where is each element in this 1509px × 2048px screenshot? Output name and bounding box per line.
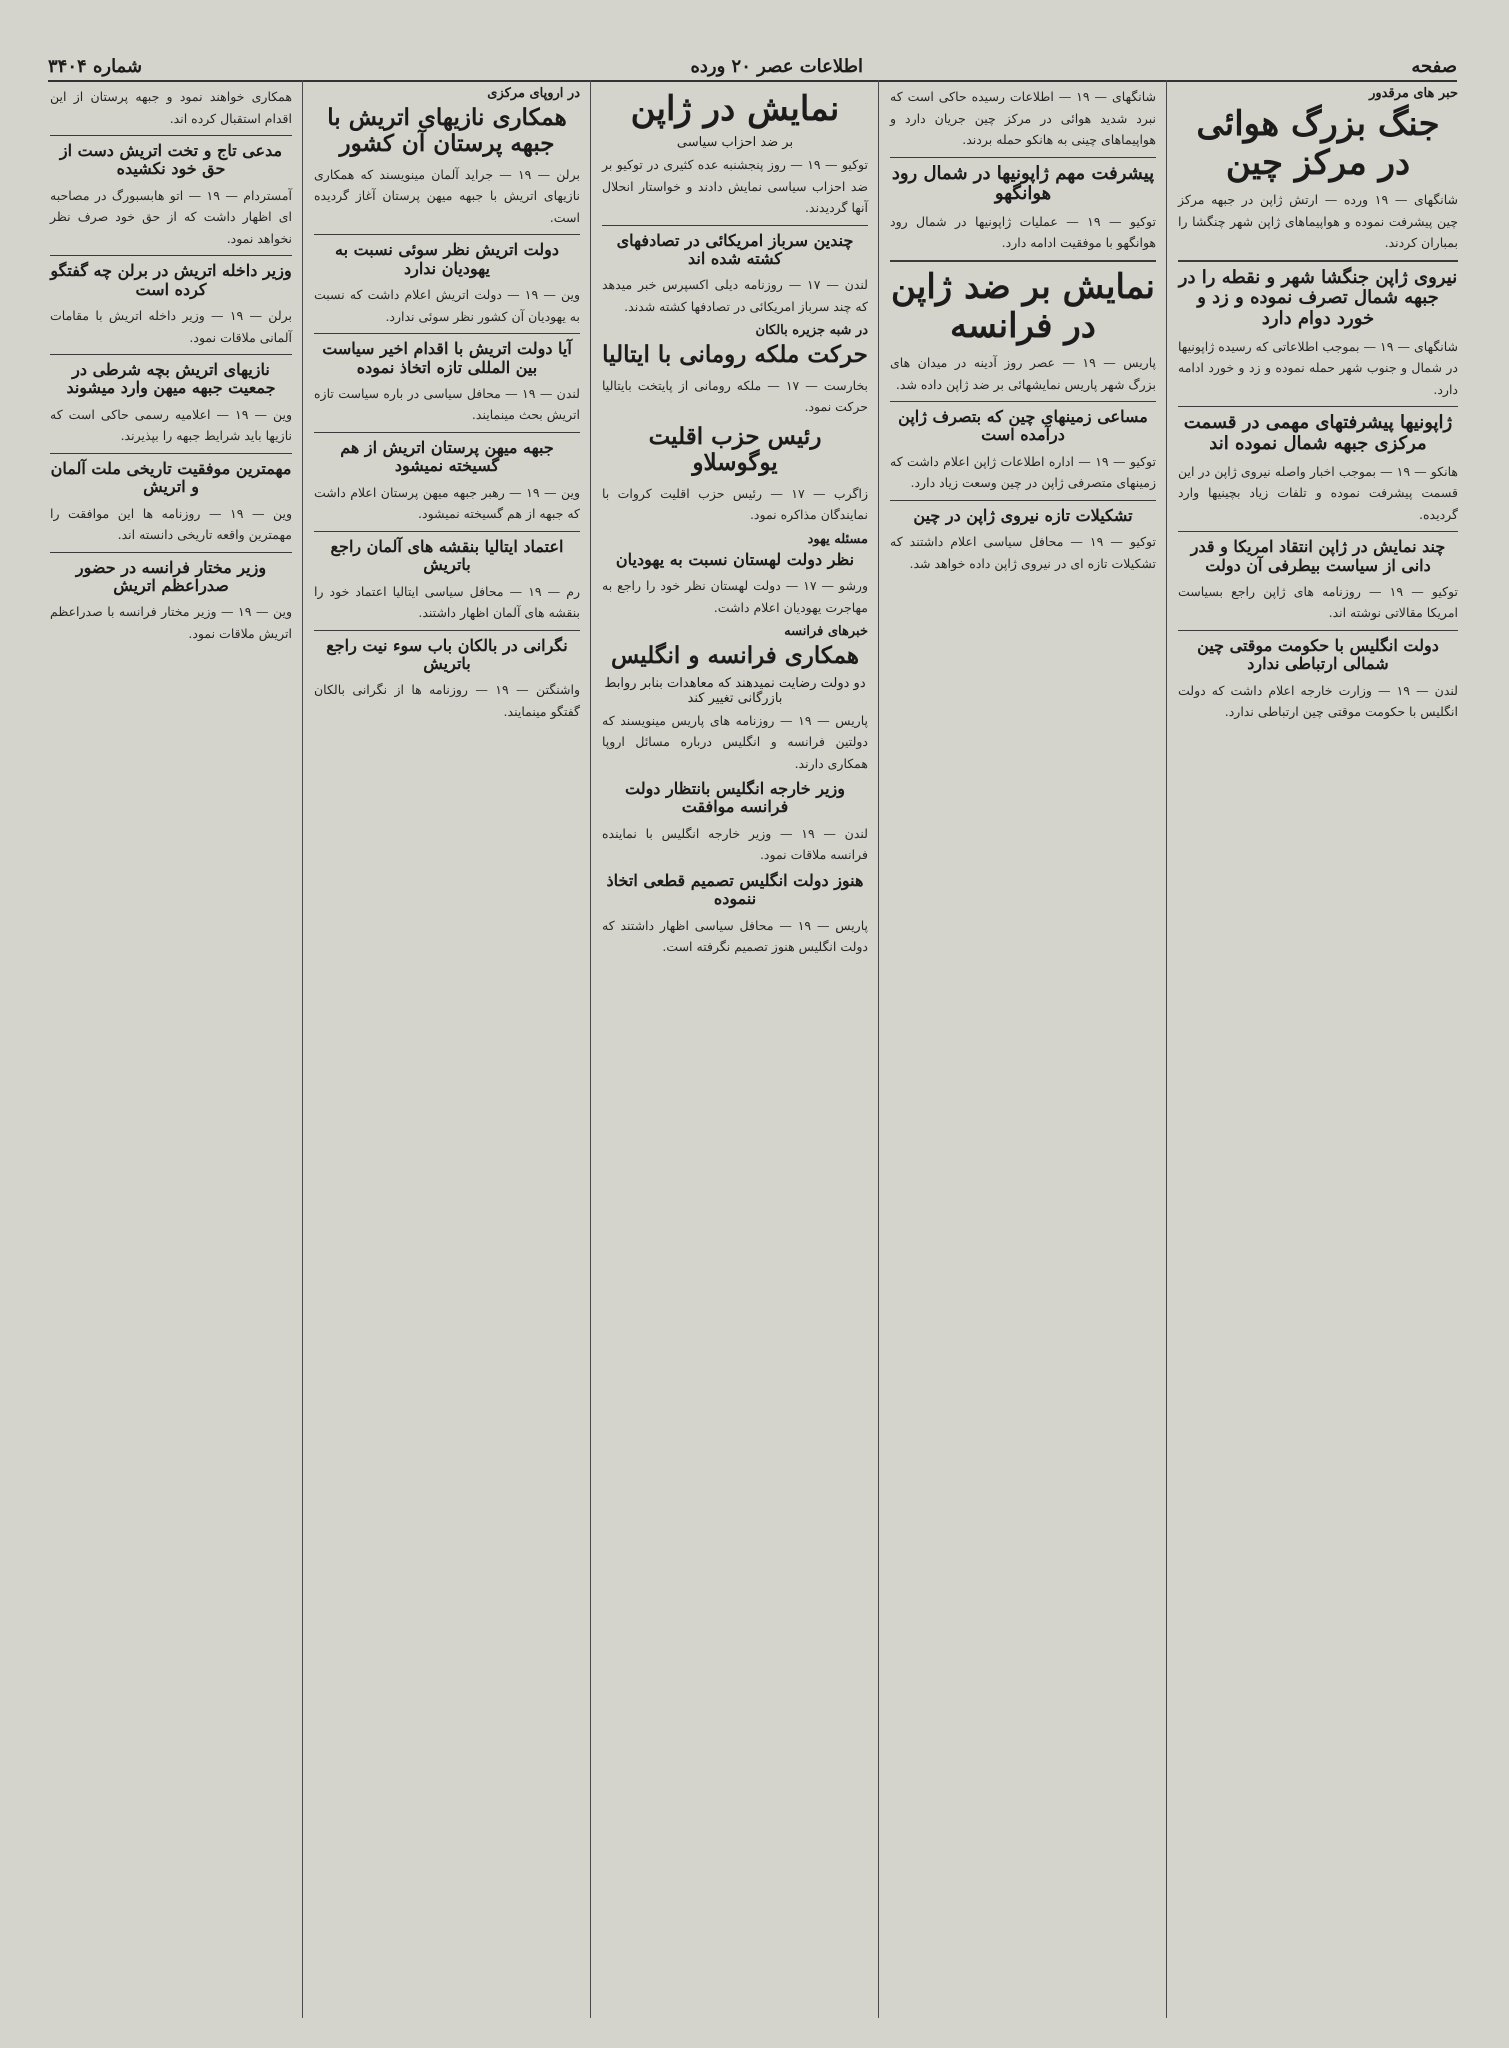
article-text: شانگهای — ۱۹ ورده — ارتش ژاپن در جبهه مرکز چین پیشرفت نموده و هواپیماهای ژاپن شهر چنگشا را بمباران کردند. (1178, 192, 1459, 251)
page-label: صفحه (1411, 55, 1457, 77)
headline: دولت اتریش نظر سوئی نسبت به یهودیان ندارد (334, 240, 560, 278)
headline: رئیس حزب اقلیت یوگوسلاو (648, 422, 822, 477)
article-text: ورشو — ۱۷ — دولت لهستان نظر خود را راجع به مهاجرت یهودیان اعلام داشت. (602, 578, 868, 615)
headline: تشکیلات تازه نیروی ژاپن در چین (913, 505, 1133, 525)
article-text: پاریس — ۱۹ — عصر روز آدینه در میدان های بزرگ شهر پاریس نمایشهائی بر ضد ژاپن داده شد. (890, 355, 1156, 392)
headline: نظر دولت لهستان نسبت به یهودیان (615, 549, 855, 569)
article-text: توکیو — ۱۹ — عملیات ژاپونیها در شمال رود هوانگهو با موفقیت ادامه دارد. (890, 213, 1156, 251)
column-4 (304, 80, 590, 2020)
headline: نیروی ژاپن جنگشا شهر و نقطه را در جبهه شمال تصرف نموده و زد و خورد دوام دارد (1178, 266, 1458, 330)
section-label: خبرهای فرانسه (784, 624, 868, 640)
issue-number: شماره ۳۴۰۴ (48, 55, 143, 77)
article-text: شانگهای — ۱۹ — بموجب اطلاعاتی که رسیده ژاپونیها در شمال و جنوب شهر حمله نموده و زد و خورد ادامه دارد. (1178, 338, 1458, 397)
article-text: توکیو — ۱۹ — محافل سیاسی اعلام داشتند که تشکیلات تازه ای در نیروی ژاپن داده خواهد شد. (890, 534, 1156, 571)
subheadline: بر ضد احزاب سیاسی (676, 135, 794, 151)
headline: مدعی تاج و تخت اتریش دست از حق خود نکشیده (59, 141, 283, 179)
article-text: توکیو — ۱۹ — روزنامه های ژاپن راجع بسیاست امریکا مقالاتی نوشته اند. (1178, 583, 1458, 621)
headline: اعتماد ایتالیا بنقشه های آلمان راجع باتریش (330, 536, 564, 575)
headline: نازیهای اتریش بچه شرطی در جمعیت جبهه میهن وارد میشوند (66, 360, 276, 398)
subheadline: دو دولت رضایت نمیدهند که معاهدات بنابر روابط بازرگانی تغییر کند (604, 675, 866, 706)
headline: وزیر داخله اتریش در برلن چه گفتگو کرده است (50, 261, 292, 299)
headline: جبهه میهن پرستان اتریش از هم گسیخته نمیشود (340, 437, 554, 476)
newspaper-name: اطلاعات عصر ۲۰ ورده (690, 55, 863, 77)
headline: نمایش بر ضد ژاپن در فرانسه (891, 266, 1155, 346)
article-text: برلن — ۱۹ — جراید آلمان مینویسند که همکاری نازیهای اتریش با جبهه میهن پرستان آغاز گردیده است. (314, 166, 580, 225)
article-text: پاریس — ۱۹ — روزنامه های پاریس مینویسند که دولتین فرانسه و انگلیس درباره مسائل اروپا همکاری دارند. (602, 712, 868, 771)
column-5 (40, 80, 302, 2020)
lead-headline: جنگ بزرگ هوائی در مرکز چین (1196, 104, 1440, 184)
column-2 (880, 80, 1166, 2020)
headline: ژاپونیها پیشرفتهای مهمی در قسمت مرکزی جبهه شمال نموده اند (1183, 412, 1453, 454)
section-label: حبر های مرقدور (1369, 86, 1458, 101)
article-text: وین — ۱۹ — اعلامیه رسمی حاکی است که نازیها باید شرایط جبهه را بپذیرند. (50, 406, 292, 444)
headline: پیشرفت مهم ژاپونیها در شمال رود هوانگهو (891, 162, 1155, 205)
article-text: هانکو — ۱۹ — بموجب اخبار واصله نیروی ژاپن در این قسمت پیشرفت نموده و تلفات زیاد بچینیها وارد گردیده. (1178, 463, 1458, 522)
article-text: وین — ۱۹ — رهبر جبهه میهن پرستان اعلام داشت که جبهه از هم گسیخته نمیشود. (314, 484, 580, 522)
article-text: توکیو — ۱۹ — اداره اطلاعات ژاپن اعلام داشت که زمینهای متصرفی ژاپن در چین وسعت زیاد دارد. (890, 453, 1156, 491)
headline: همکاری نازیهای اتریش با جبهه پرستان آن کشور (327, 104, 567, 158)
article-text: رم — ۱۹ — محافل سیاسی ایتالیا اعتماد خود را بنقشه های آلمان اظهار داشتند. (314, 583, 580, 620)
headline: حرکت ملکه رومانی با ایتالیا (602, 341, 868, 369)
article-text: شانگهای — ۱۹ — اطلاعات رسیده حاکی است که نبرد شدید هوائی در مرکز چین جریان دارد و هواپیماهای چینی به هانکو حمله بردند. (890, 89, 1156, 147)
article-text: پاریس — ۱۹ — محافل سیاسی اظهار داشتند که دولت انگلیس هنوز تصمیم نگرفته است. (602, 917, 869, 955)
article-text: زاگرب — ۱۷ — رئیس حزب اقلیت کروات با نمایندگان مذاکره نمود. (602, 485, 868, 523)
article-text: واشنگتن — ۱۹ — روزنامه ها از نگرانی بالکان گفتگو مینمایند. (314, 682, 580, 719)
headline: نمایش در ژاپن (630, 89, 840, 129)
article-text: بخارست — ۱۷ — ملکه رومانی از پایتخت بایتالیا حرکت نمود. (602, 377, 868, 415)
article-text: لندن — ۱۷ — روزنامه دیلی اکسپرس خبر میدهد که چند سرباز امریکائی در تصادفها کشته شدند. (602, 277, 868, 314)
headline: آیا دولت اتریش با اقدام اخیر سیاست بین المللی تازه اتخاذ نموده (322, 339, 572, 377)
article-text: برلن — ۱۹ — وزیر داخله اتریش با مقامات آلمانی ملاقات نمود. (50, 308, 293, 345)
article-text: همکاری خواهند نمود و جبهه پرستان از این اقدام استقبال کرده اند. (50, 89, 292, 126)
article-text: لندن — ۱۹ — وزارت خارجه اعلام داشت که دولت انگلیس با حکومت موقتی چین ارتباطی ندارد. (1178, 682, 1458, 720)
article-text: لندن — ۱۹ — محافل سیاسی در باره سیاست تازه اتریش بحث مینمایند. (314, 385, 580, 423)
headline: چندین سرباز امریکائی در تصادفهای کشته شده اند (616, 230, 854, 268)
article-text: وین — ۱۹ — روزنامه ها این موافقت را مهمترین واقعه تاریخی دانسته اند. (50, 505, 292, 543)
column-3 (592, 80, 878, 2020)
headline: وزیر مختار فرانسه در حضور صدراعظم اتریش (75, 557, 267, 596)
article-text: لندن — ۱۹ — وزیر خارجه انگلیس با نماینده فرانسه ملاقات نمود. (602, 825, 868, 863)
article-text: وین — ۱۹ — وزیر مختار فرانسه با صدراعظم اتریش ملاقات نمود. (50, 604, 292, 641)
article-text: توکیو — ۱۹ — روز پنجشنبه عده کثیری در توکیو بر ضد احزاب سیاسی نمایش دادند و خواستار انحلال آنها گردیدند. (602, 157, 868, 216)
headline: مهمترین موفقیت تاریخی ملت آلمان و اتریش (50, 458, 292, 497)
article-text: آمستردام — ۱۹ — اتو هابسبورگ در مصاحبه ای اظهار داشت که از حق خود صرف نظر نخواهد نمود. (50, 187, 292, 246)
headline: مساعی زمینهای چین که بتصرف ژاپن درآمده است (898, 407, 1148, 445)
section-label: مسئله یهود (807, 531, 868, 547)
headline: چند نمایش در ژاپن انتقاد امریکا و قدر دانی از سیاست بیطرفی آن دولت (1190, 537, 1446, 575)
headline: همکاری فرانسه و انگلیس (610, 642, 860, 670)
section-label: در اروپای مرکزی (487, 86, 580, 101)
headline: دولت انگلیس با حکومت موقتی چین شمالی ارتباطی ندارد (1197, 635, 1439, 674)
headline: وزیر خارجه انگلیس بانتظار دولت فرانسه موافقت (624, 779, 845, 817)
article-text: وین — ۱۹ — دولت اتریش اعلام داشت که نسبت به یهودیان آن کشور نظر سوئی ندارد. (314, 287, 580, 324)
column-1 (1168, 80, 1468, 2020)
headline: هنوز دولت انگلیس تصمیم قطعی اتخاذ ننموده (606, 870, 864, 909)
headline: نگرانی در بالکان باب سوء نیت راجع باتریش (326, 635, 568, 673)
masthead (48, 52, 1457, 82)
section-label: در شبه جزیره بالکان (755, 323, 868, 339)
